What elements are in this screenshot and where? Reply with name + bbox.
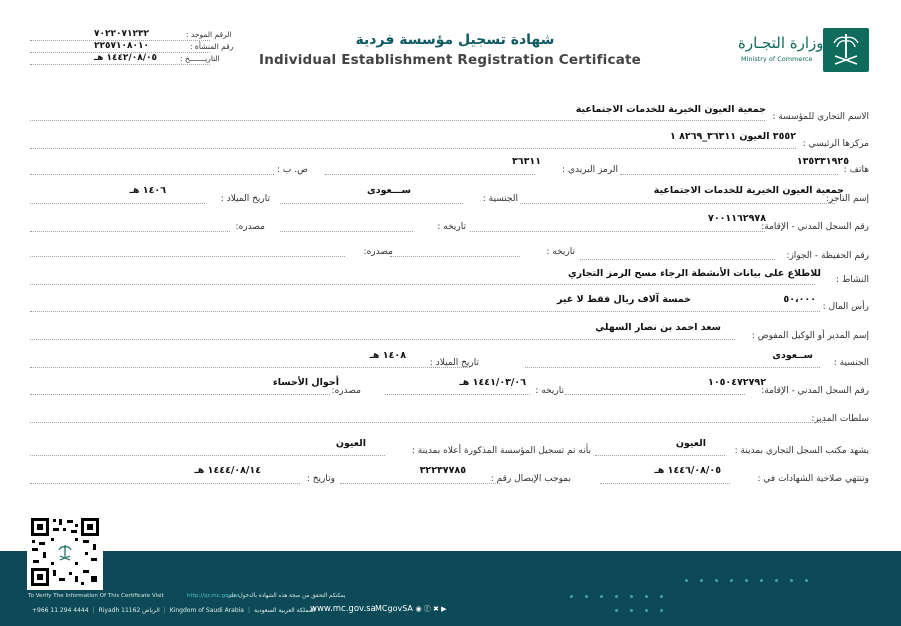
merchant-value: جمعية العيون الخيرية للخدمات الاجتماعية [653,185,844,196]
issue-date-label: التاريـــــــخ : [180,54,220,63]
divider [280,231,413,232]
social-icons: ◉ ⓕ ✖ ▶ [415,605,447,613]
receipt-date-label: وتاريخ : [306,474,335,484]
receipt-label: بموجب الإيصال رقم : [490,474,571,484]
divider [30,256,345,257]
phone-number: +966 11 294 4444 [32,607,89,614]
divider [30,422,825,423]
capital-label: رأس المال : [822,302,869,312]
verify-link[interactable]: http://qr.mc.gov.sa [187,593,240,599]
divider [30,174,274,175]
divider [30,52,210,53]
city: Riyadh 11162 الرياض [98,607,160,614]
divider [595,455,725,456]
postal-label: الرمز البريدي : [562,165,618,175]
establishment-number-label: رقم المنشأة : [190,42,234,51]
social-handle-text: MCgovSA [375,604,413,613]
expiry-value: ١٤٤٦/٠٨/٠٥ هـ [654,465,721,476]
phone-label: هاتف : [843,165,869,175]
verify-text-ar: يمكنكم التحقق من صحة هذه الشهادة بالدخول على [227,593,346,599]
civil-source-label: مصدره: [235,222,265,232]
capital-words: خمسة آلاف ريال فقط لا غير [557,294,691,305]
qr-code-icon [27,514,103,590]
divider [30,203,205,204]
manager-source-label: مصدره: [331,386,361,396]
divider [30,148,796,149]
divider [30,64,210,65]
divider [580,259,775,260]
witness-city2: العيون [335,438,366,449]
passport-label: رقم الحفيظة - الجواز: [786,251,869,261]
divider [620,174,838,175]
divider [565,394,745,395]
social-handle[interactable] [375,604,447,614]
capital-value: ٥٠،٠٠٠ [783,294,816,305]
hq-label: مركزها الرئيسي : [802,139,869,149]
witness-text: بأنه تم تسجيل المؤسسة المذكورة أعلاه بمدينة : [411,446,591,456]
phone-value: ١٣٥٣٣١٩٢٥ [796,156,849,167]
divider [280,203,463,204]
ministry-name-en: Ministry of Commerce [741,55,813,63]
unified-number-value: ٧٠٢٢٠٧١٢٣٢ [94,29,149,39]
divider [30,311,820,312]
manager-birth-value: ١٤٠٨ هـ [369,350,406,361]
footer-band [0,551,901,626]
receipt-date-value: ١٤٤٤/٠٨/١٤ هـ [194,465,261,476]
receipt-value: ٣٢٢٣٧٧٨٥ [419,465,466,476]
certificate-title-ar: شهادة تسجيل مؤسسة فردية [355,32,555,48]
passport-source-label: مصدره: [363,247,393,257]
ministry-emblem-icon [823,28,869,72]
pobox-label: ص. ب : [277,165,308,175]
divider [30,394,330,395]
divider [525,367,820,368]
manager-powers-label: سلطات المدير: [811,414,869,424]
establishment-number-value: ٢٢٥٧١٠٨٠١٠ [94,41,149,51]
trade-name-value: جمعية العيون الخيرية للخدمات الاجتماعية [575,104,766,115]
birth-label: تاريخ الميلاد : [220,194,270,204]
manager-nationality-label: الجنسية : [833,358,869,368]
postal-value: ٣٦٣١١ [512,156,541,167]
manager-value: سعد احمد بن نصار السهلي [595,322,721,333]
divider [470,231,765,232]
divider [385,394,530,395]
website-link[interactable]: www.mc.gov.sa [310,604,376,614]
divider [30,284,815,285]
divider [30,40,210,41]
civil-date-label: تاريخه : [437,222,466,232]
witness-city: العيون [675,438,706,449]
nationality-value: ســـعودى [367,185,411,196]
verify-text-en: To Verify The Information Of This Certificate Visit [28,593,164,599]
manager-civil-date-value: ١٤٤١/٠٣/٠٦ هـ [459,377,526,388]
ministry-name-ar: وزارة التجـارة [738,34,824,52]
expiry-label: وتنتهي صلاحية الشهادات في : [757,474,869,484]
activity-value: للاطلاع على بيانات الأنشطة الرجاء مسح الرمز التجاري [567,268,821,279]
manager-nationality-value: ســعودى [772,350,813,361]
divider [30,231,230,232]
issue-date-value: ١٤٤٢/٠٨/٠٥ هـ [94,53,157,63]
divider [340,483,500,484]
manager-civil-label: رقم السجل المدني - الإقامة: [761,386,869,396]
manager-label: إسم المدير أو الوكيل المفوض : [751,331,869,341]
contact-row: +966 11 294 4444 | Riyadh 11162 الرياض | Kingdom of Saudi Arabia | المملكة العربية السعودية [28,607,320,614]
kingdom-en: Kingdom of Saudi Arabia [169,607,244,614]
manager-civil-value: ١٠٥٠٤٧٢٧٩٢ [708,377,766,388]
manager-birth-label: تاريخ الميلاد : [429,358,479,368]
divider [30,339,735,340]
divider [520,203,835,204]
civil-registry-label: رقم السجل المدني - الإقامة: [761,222,869,232]
trade-name-label: الاسم التجاري للمؤسسة : [772,112,869,122]
divider [390,256,520,257]
unified-number-label: الرقم الموحد : [186,30,232,39]
merchant-label: إسم التاجر: [825,194,869,204]
birth-value: ١٤٠٦ هـ [129,185,166,196]
divider [325,174,535,175]
divider [600,483,730,484]
witness-label: يشهد مكتب السجل التجاري بمدينة : [734,446,869,456]
divider [30,120,765,121]
kingdom-ar: المملكة العربية السعودية [254,607,316,614]
nationality-label: الجنسية : [482,194,518,204]
divider [30,367,470,368]
manager-civil-date-label: تاريخه : [535,386,564,396]
hq-value: ٣٥٥٢ العيون ٣٦٣١١_٨٢٦٩ ١ [669,131,796,142]
certificate-title-en: Individual Establishment Registration Certificate [258,52,642,68]
civil-registry-value: ٧٠٠١١٦٢٩٧٨ [708,213,766,224]
passport-date-label: تاريخه : [546,247,575,257]
manager-source-value: أحوال الأحساء [272,377,339,388]
activity-label: النشاط : [836,275,869,285]
divider [30,455,385,456]
divider [30,483,300,484]
